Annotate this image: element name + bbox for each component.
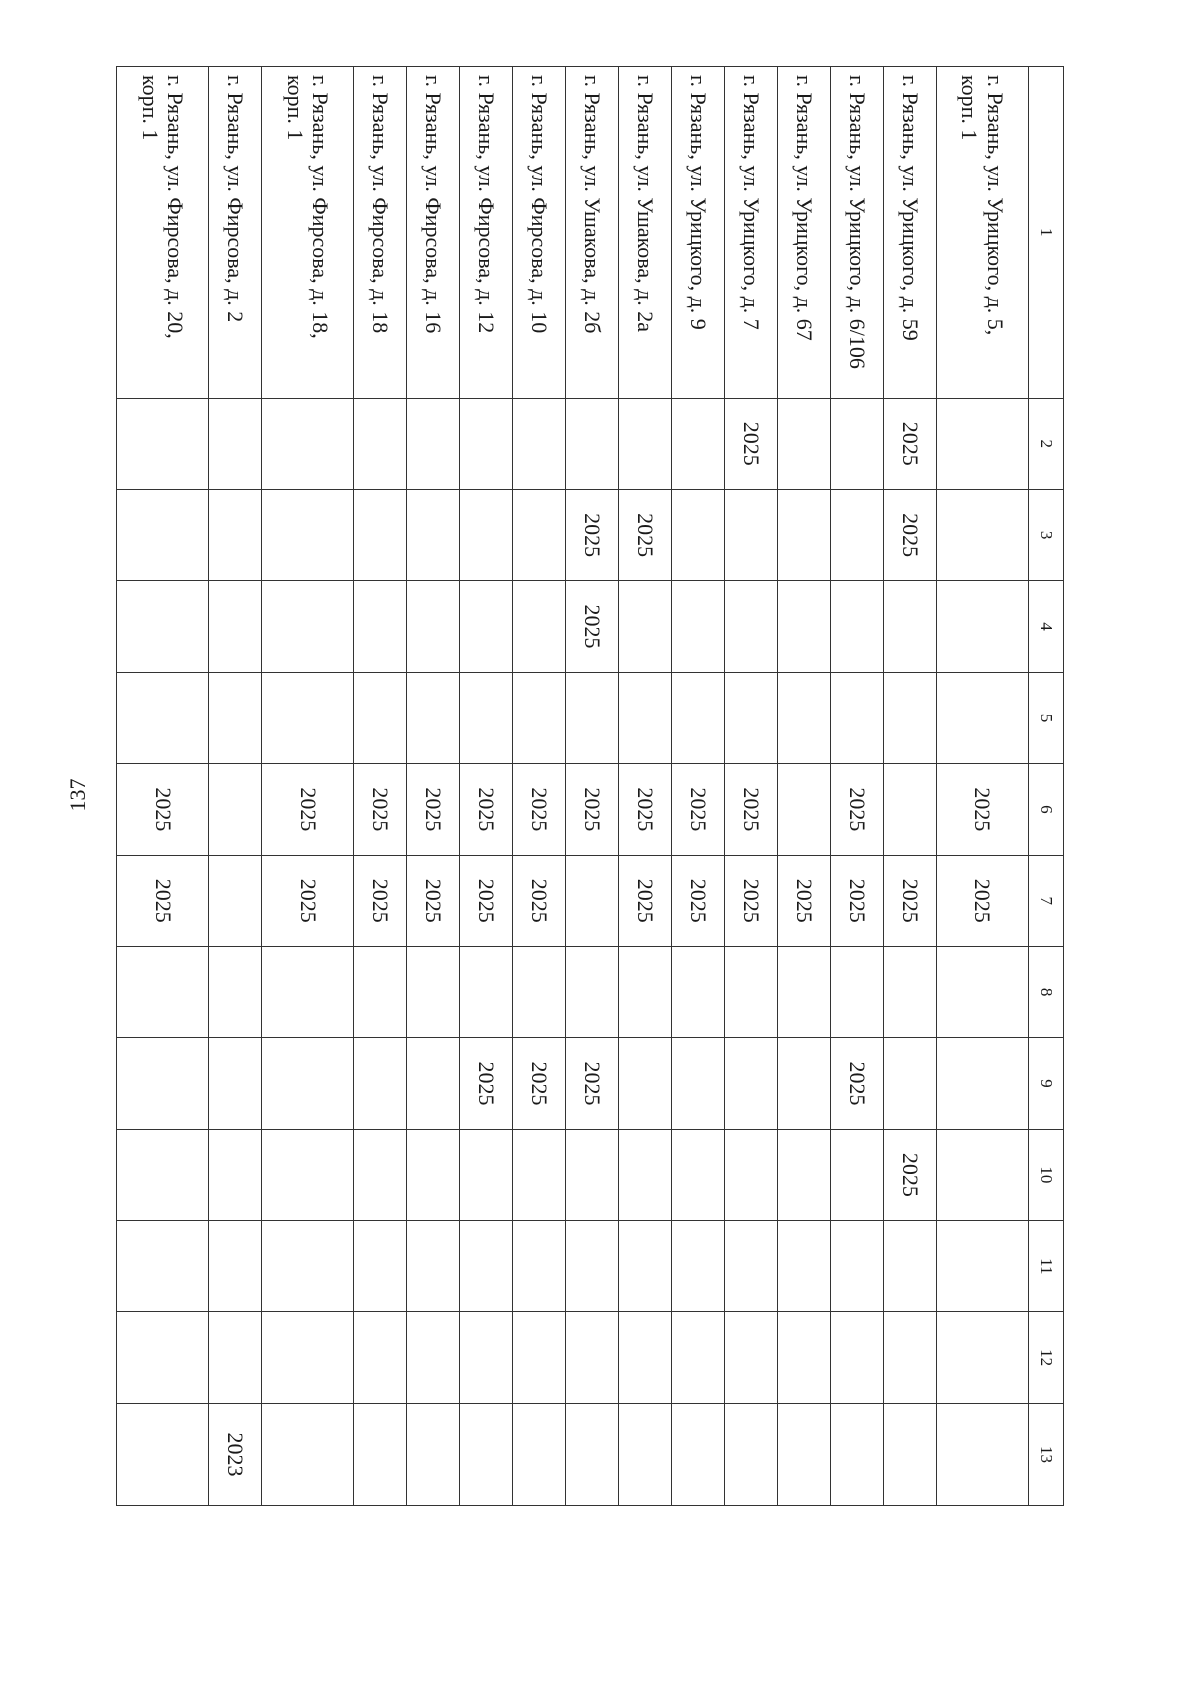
year-cell — [117, 672, 209, 763]
year-cell — [566, 1129, 619, 1220]
year-cell — [725, 581, 778, 672]
table-row — [513, 67, 566, 1506]
year-cell — [778, 672, 831, 763]
column-header-11: 11 — [1029, 1221, 1064, 1312]
year-cell: 2025 — [883, 1129, 936, 1220]
year-cell — [354, 1129, 407, 1220]
table-row — [936, 67, 1028, 1506]
column-header-13: 13 — [1029, 1403, 1064, 1505]
year-cell — [831, 398, 884, 489]
year-cell — [566, 672, 619, 763]
year-cell — [117, 1312, 209, 1403]
year-cell — [778, 1038, 831, 1129]
year-cell — [209, 581, 262, 672]
address-cell: г. Рязань, ул. Урицкого, д. 59 — [883, 67, 936, 399]
year-cell — [513, 489, 566, 580]
year-cell — [262, 489, 354, 580]
year-cell — [209, 1312, 262, 1403]
year-cell — [936, 581, 1028, 672]
year-cell — [831, 1221, 884, 1312]
year-cell — [778, 1221, 831, 1312]
year-cell — [672, 1038, 725, 1129]
year-cell — [513, 581, 566, 672]
address-cell: г. Рязань, ул. Фирсова, д. 10 — [513, 67, 566, 399]
year-cell — [672, 1312, 725, 1403]
year-cell — [619, 672, 672, 763]
year-cell: 2025 — [883, 855, 936, 946]
year-cell: 2025 — [725, 764, 778, 855]
year-cell — [209, 1038, 262, 1129]
year-cell — [672, 489, 725, 580]
year-cell: 2025 — [778, 855, 831, 946]
year-cell — [209, 398, 262, 489]
year-cell: 2025 — [460, 1038, 513, 1129]
year-cell: 2025 — [566, 1038, 619, 1129]
year-cell: 2025 — [354, 855, 407, 946]
year-cell — [831, 1312, 884, 1403]
year-cell — [725, 1312, 778, 1403]
year-cell — [354, 1221, 407, 1312]
year-cell — [513, 946, 566, 1037]
year-cell — [407, 672, 460, 763]
header-row — [1029, 67, 1064, 1506]
year-cell — [209, 1129, 262, 1220]
year-cell: 2025 — [460, 764, 513, 855]
address-cell: г. Рязань, ул. Ушакова, д. 2а — [619, 67, 672, 399]
year-cell — [407, 946, 460, 1037]
address-cell: г. Рязань, ул. Фирсова, д. 20, корп. 1 — [117, 67, 209, 399]
year-cell: 2025 — [460, 855, 513, 946]
year-cell — [513, 1403, 566, 1505]
year-cell — [117, 1038, 209, 1129]
year-cell — [725, 1403, 778, 1505]
year-cell — [460, 489, 513, 580]
table-body — [117, 67, 1029, 1506]
year-cell: 2023 — [209, 1403, 262, 1505]
year-cell — [883, 946, 936, 1037]
year-cell — [936, 672, 1028, 763]
year-cell — [262, 1221, 354, 1312]
year-cell — [209, 764, 262, 855]
year-cell — [619, 1129, 672, 1220]
table-header — [1029, 67, 1064, 1506]
year-cell — [883, 581, 936, 672]
year-cell: 2025 — [513, 855, 566, 946]
year-cell — [778, 764, 831, 855]
year-cell — [262, 1129, 354, 1220]
address-cell: г. Рязань, ул. Ушакова, д. 2б — [566, 67, 619, 399]
year-cell: 2025 — [619, 855, 672, 946]
year-cell — [883, 1221, 936, 1312]
year-cell — [262, 672, 354, 763]
rotated-table-container — [116, 66, 1064, 1506]
table-row — [725, 67, 778, 1506]
year-cell — [566, 855, 619, 946]
year-cell — [619, 1312, 672, 1403]
year-cell — [778, 1129, 831, 1220]
year-cell — [407, 1403, 460, 1505]
year-cell: 2025 — [672, 764, 725, 855]
year-cell — [672, 1221, 725, 1312]
year-cell — [513, 398, 566, 489]
year-cell: 2025 — [407, 764, 460, 855]
address-cell: г. Рязань, ул. Фирсова, д. 18, корп. 1 — [262, 67, 354, 399]
year-cell — [354, 398, 407, 489]
table-row — [117, 67, 209, 1506]
column-header-5: 5 — [1029, 672, 1064, 763]
year-cell — [354, 946, 407, 1037]
year-cell: 2025 — [883, 489, 936, 580]
year-cell: 2025 — [619, 489, 672, 580]
year-cell — [407, 1221, 460, 1312]
year-cell — [936, 398, 1028, 489]
year-cell — [209, 489, 262, 580]
year-cell — [672, 672, 725, 763]
year-cell — [460, 398, 513, 489]
column-header-8: 8 — [1029, 946, 1064, 1037]
year-cell — [619, 398, 672, 489]
year-cell: 2025 — [566, 581, 619, 672]
year-cell — [936, 946, 1028, 1037]
column-header-2: 2 — [1029, 398, 1064, 489]
year-cell — [883, 1038, 936, 1129]
year-cell — [354, 1312, 407, 1403]
year-cell — [407, 1038, 460, 1129]
table-row — [831, 67, 884, 1506]
year-cell — [883, 1403, 936, 1505]
year-cell — [778, 1403, 831, 1505]
year-cell — [407, 1312, 460, 1403]
year-cell — [354, 581, 407, 672]
year-cell — [831, 489, 884, 580]
year-cell: 2025 — [262, 764, 354, 855]
year-cell: 2025 — [262, 855, 354, 946]
year-cell — [460, 1312, 513, 1403]
address-cell: г. Рязань, ул. Урицкого, д. 7 — [725, 67, 778, 399]
year-cell: 2025 — [566, 764, 619, 855]
column-header-4: 4 — [1029, 581, 1064, 672]
year-cell — [672, 581, 725, 672]
table-row — [262, 67, 354, 1506]
year-cell: 2025 — [117, 764, 209, 855]
year-cell: 2025 — [831, 855, 884, 946]
year-cell — [831, 672, 884, 763]
year-cell — [831, 1129, 884, 1220]
year-cell — [936, 1129, 1028, 1220]
year-cell: 2025 — [619, 764, 672, 855]
address-cell: г. Рязань, ул. Фирсова, д. 2 — [209, 67, 262, 399]
year-cell — [117, 1129, 209, 1220]
column-header-6: 6 — [1029, 764, 1064, 855]
year-cell — [778, 1312, 831, 1403]
year-cell — [778, 581, 831, 672]
page-number: 137 — [65, 778, 90, 812]
year-cell: 2025 — [936, 855, 1028, 946]
year-cell — [354, 1403, 407, 1505]
year-cell — [725, 1221, 778, 1312]
year-cell — [831, 1403, 884, 1505]
address-cell: г. Рязань, ул. Урицкого, д. 67 — [778, 67, 831, 399]
year-cell — [209, 946, 262, 1037]
year-cell — [117, 1221, 209, 1312]
address-cell: г. Рязань, ул. Урицкого, д. 9 — [672, 67, 725, 399]
year-cell — [407, 1129, 460, 1220]
address-cell: г. Рязань, ул. Фирсова, д. 12 — [460, 67, 513, 399]
year-cell — [831, 946, 884, 1037]
year-cell: 2025 — [831, 1038, 884, 1129]
year-cell — [460, 1403, 513, 1505]
year-cell: 2025 — [117, 855, 209, 946]
column-header-12: 12 — [1029, 1312, 1064, 1403]
year-cell — [209, 855, 262, 946]
year-cell — [262, 581, 354, 672]
year-cell — [117, 398, 209, 489]
column-header-3: 3 — [1029, 489, 1064, 580]
year-cell: 2025 — [672, 855, 725, 946]
year-cell — [513, 1129, 566, 1220]
year-cell — [883, 1312, 936, 1403]
year-cell — [117, 581, 209, 672]
year-cell — [354, 672, 407, 763]
year-cell — [778, 398, 831, 489]
table-row — [619, 67, 672, 1506]
year-cell — [513, 1312, 566, 1403]
year-cell — [460, 1221, 513, 1312]
year-cell: 2025 — [513, 1038, 566, 1129]
address-cell: г. Рязань, ул. Урицкого, д. 6/106 — [831, 67, 884, 399]
year-cell — [354, 489, 407, 580]
year-cell — [566, 1312, 619, 1403]
table-row — [460, 67, 513, 1506]
address-cell: г. Рязань, ул. Фирсова, д. 16 — [407, 67, 460, 399]
year-cell — [262, 398, 354, 489]
year-cell — [725, 672, 778, 763]
year-cell — [936, 1038, 1028, 1129]
year-cell — [672, 1129, 725, 1220]
year-cell — [725, 1129, 778, 1220]
column-header-1: 1 — [1029, 67, 1064, 399]
year-cell — [619, 581, 672, 672]
year-cell: 2025 — [354, 764, 407, 855]
address-cell: г. Рязань, ул. Урицкого, д. 5, корп. 1 — [936, 67, 1028, 399]
year-cell — [936, 1221, 1028, 1312]
year-cell — [883, 672, 936, 763]
year-cell — [460, 581, 513, 672]
address-cell: г. Рязань, ул. Фирсова, д. 18 — [354, 67, 407, 399]
year-cell — [407, 398, 460, 489]
year-cell — [831, 581, 884, 672]
year-cell — [619, 946, 672, 1037]
year-cell — [209, 1221, 262, 1312]
table-row — [672, 67, 725, 1506]
year-cell — [407, 581, 460, 672]
schedule-table — [116, 66, 1064, 1506]
year-cell — [619, 1403, 672, 1505]
year-cell — [460, 672, 513, 763]
year-cell — [619, 1038, 672, 1129]
year-cell — [566, 398, 619, 489]
year-cell — [566, 946, 619, 1037]
year-cell — [619, 1221, 672, 1312]
year-cell: 2025 — [513, 764, 566, 855]
year-cell — [262, 1038, 354, 1129]
year-cell — [513, 672, 566, 763]
year-cell — [936, 1403, 1028, 1505]
year-cell: 2025 — [883, 398, 936, 489]
column-header-7: 7 — [1029, 855, 1064, 946]
year-cell — [117, 1403, 209, 1505]
year-cell — [725, 1038, 778, 1129]
year-cell — [672, 946, 725, 1037]
year-cell — [725, 489, 778, 580]
year-cell — [566, 1403, 619, 1505]
year-cell: 2025 — [566, 489, 619, 580]
year-cell — [778, 946, 831, 1037]
year-cell: 2025 — [936, 764, 1028, 855]
year-cell — [936, 1312, 1028, 1403]
year-cell — [778, 489, 831, 580]
table-row — [883, 67, 936, 1506]
year-cell — [354, 1038, 407, 1129]
year-cell — [117, 946, 209, 1037]
table-row — [354, 67, 407, 1506]
column-header-10: 10 — [1029, 1129, 1064, 1220]
table-row — [407, 67, 460, 1506]
year-cell: 2025 — [725, 855, 778, 946]
year-cell — [407, 489, 460, 580]
year-cell: 2025 — [407, 855, 460, 946]
year-cell — [672, 1403, 725, 1505]
year-cell — [883, 764, 936, 855]
column-header-9: 9 — [1029, 1038, 1064, 1129]
year-cell — [209, 672, 262, 763]
year-cell: 2025 — [725, 398, 778, 489]
table-row — [778, 67, 831, 1506]
year-cell — [513, 1221, 566, 1312]
table-row — [209, 67, 262, 1506]
year-cell — [566, 1221, 619, 1312]
year-cell — [672, 398, 725, 489]
year-cell — [460, 946, 513, 1037]
year-cell: 2025 — [831, 764, 884, 855]
table-row — [566, 67, 619, 1506]
year-cell — [262, 1403, 354, 1505]
year-cell — [262, 946, 354, 1037]
year-cell — [460, 1129, 513, 1220]
year-cell — [725, 946, 778, 1037]
year-cell — [262, 1312, 354, 1403]
year-cell — [936, 489, 1028, 580]
year-cell — [117, 489, 209, 580]
